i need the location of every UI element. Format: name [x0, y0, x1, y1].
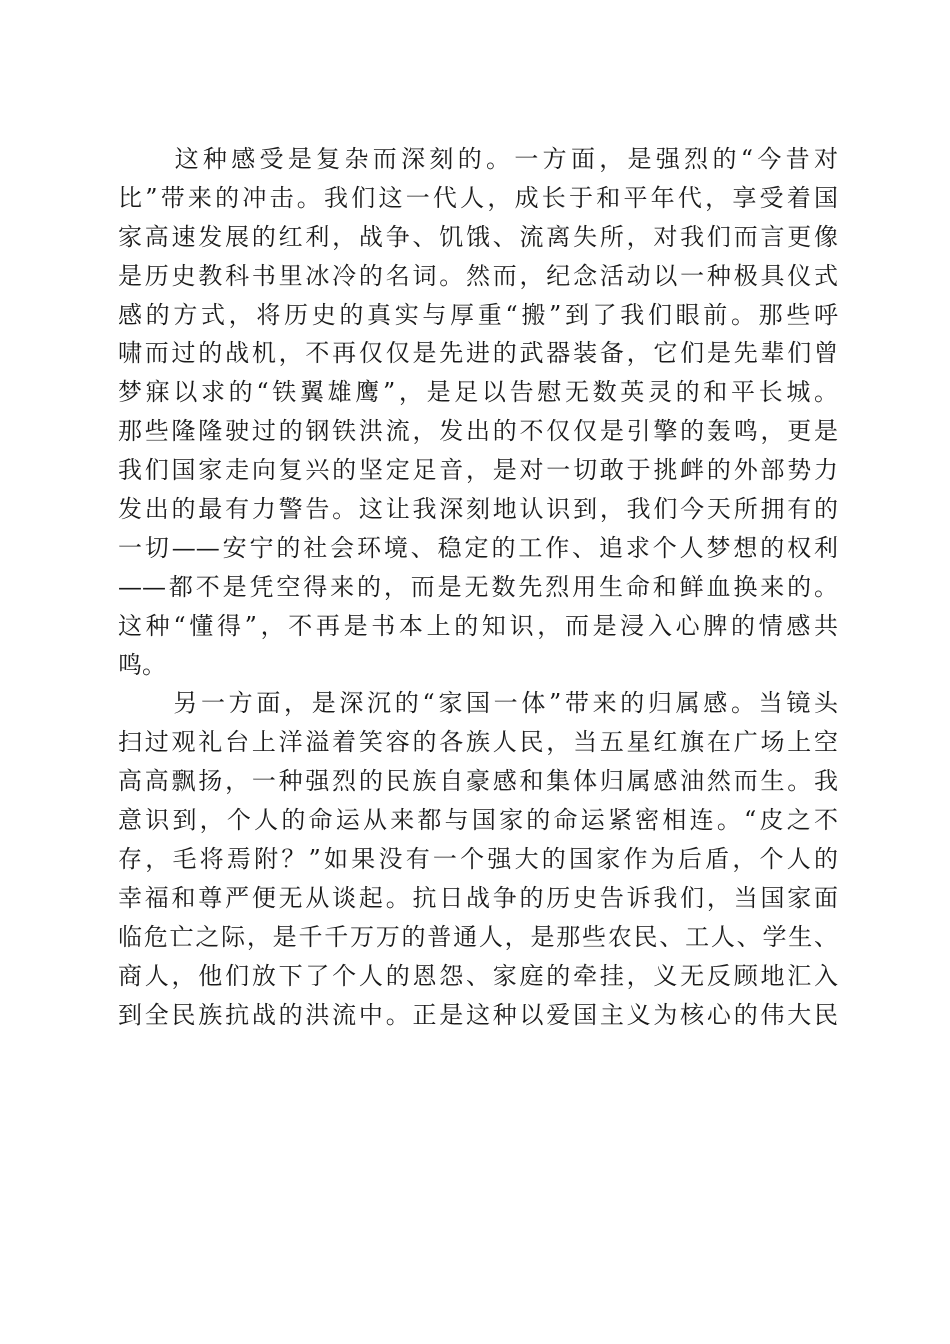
text-line: 扫过观礼台上洋溢着笑容的各族人民，当五星红旗在广场上空	[118, 728, 838, 757]
text-line: 啸而过的战机，不再仅仅是先进的武器装备，它们是先辈们曾	[118, 339, 838, 368]
text-line: 家高速发展的红利，战争、饥饿、流离失所，对我们而言更像	[118, 222, 838, 251]
text-line: 鸣。	[118, 650, 166, 679]
text-line: 我们国家走向复兴的坚定足音，是对一切敢于挑衅的外部势力	[118, 456, 838, 485]
text-line: 那些隆隆驶过的钢铁洪流，发出的不仅仅是引擎的轰鸣，更是	[118, 417, 838, 446]
paragraph-1	[118, 140, 838, 684]
text-line: 另一方面，是深沉的“家国一体”带来的归属感。当镜头	[118, 689, 838, 718]
text-line: 是历史教科书里冰冷的名词。然而，纪念活动以一种极具仪式	[118, 261, 838, 290]
paragraph-2	[118, 684, 838, 1034]
text-line: 存，毛将焉附？”如果没有一个强大的国家作为后盾，个人的	[118, 845, 838, 874]
text-line: 这种“懂得”，不再是书本上的知识，而是浸入心脾的情感共	[118, 611, 838, 640]
body-text	[118, 140, 838, 1034]
text-line: 高高飘扬，一种强烈的民族自豪感和集体归属感油然而生。我	[118, 767, 838, 796]
text-line: 感的方式，将历史的真实与厚重“搬”到了我们眼前。那些呼	[118, 300, 838, 329]
text-line: 幸福和尊严便无从谈起。抗日战争的历史告诉我们，当国家面	[118, 883, 838, 912]
text-line: ——都不是凭空得来的，而是无数先烈用生命和鲜血换来的。	[118, 572, 838, 601]
text-line: 商人，他们放下了个人的恩怨、家庭的牵挂，义无反顾地汇入	[118, 961, 838, 990]
text-line: 这种感受是复杂而深刻的。一方面，是强烈的“今昔对	[118, 145, 838, 173]
text-line: 发出的最有力警告。这让我深刻地认识到，我们今天所拥有的	[118, 495, 838, 524]
text-line: 一切——安宁的社会环境、稳定的工作、追求个人梦想的权利	[118, 533, 838, 562]
text-line: 临危亡之际，是千千万万的普通人，是那些农民、工人、学生、	[118, 922, 838, 951]
text-line: 到全民族抗战的洪流中。正是这种以爱国主义为核心的伟大民	[118, 1000, 838, 1029]
text-line: 比”带来的冲击。我们这一代人，成长于和平年代，享受着国	[118, 183, 838, 212]
text-line: 意识到，个人的命运从来都与国家的命运紧密相连。“皮之不	[118, 806, 838, 835]
text-line: 梦寐以求的“铁翼雄鹰”，是足以告慰无数英灵的和平长城。	[118, 378, 838, 407]
